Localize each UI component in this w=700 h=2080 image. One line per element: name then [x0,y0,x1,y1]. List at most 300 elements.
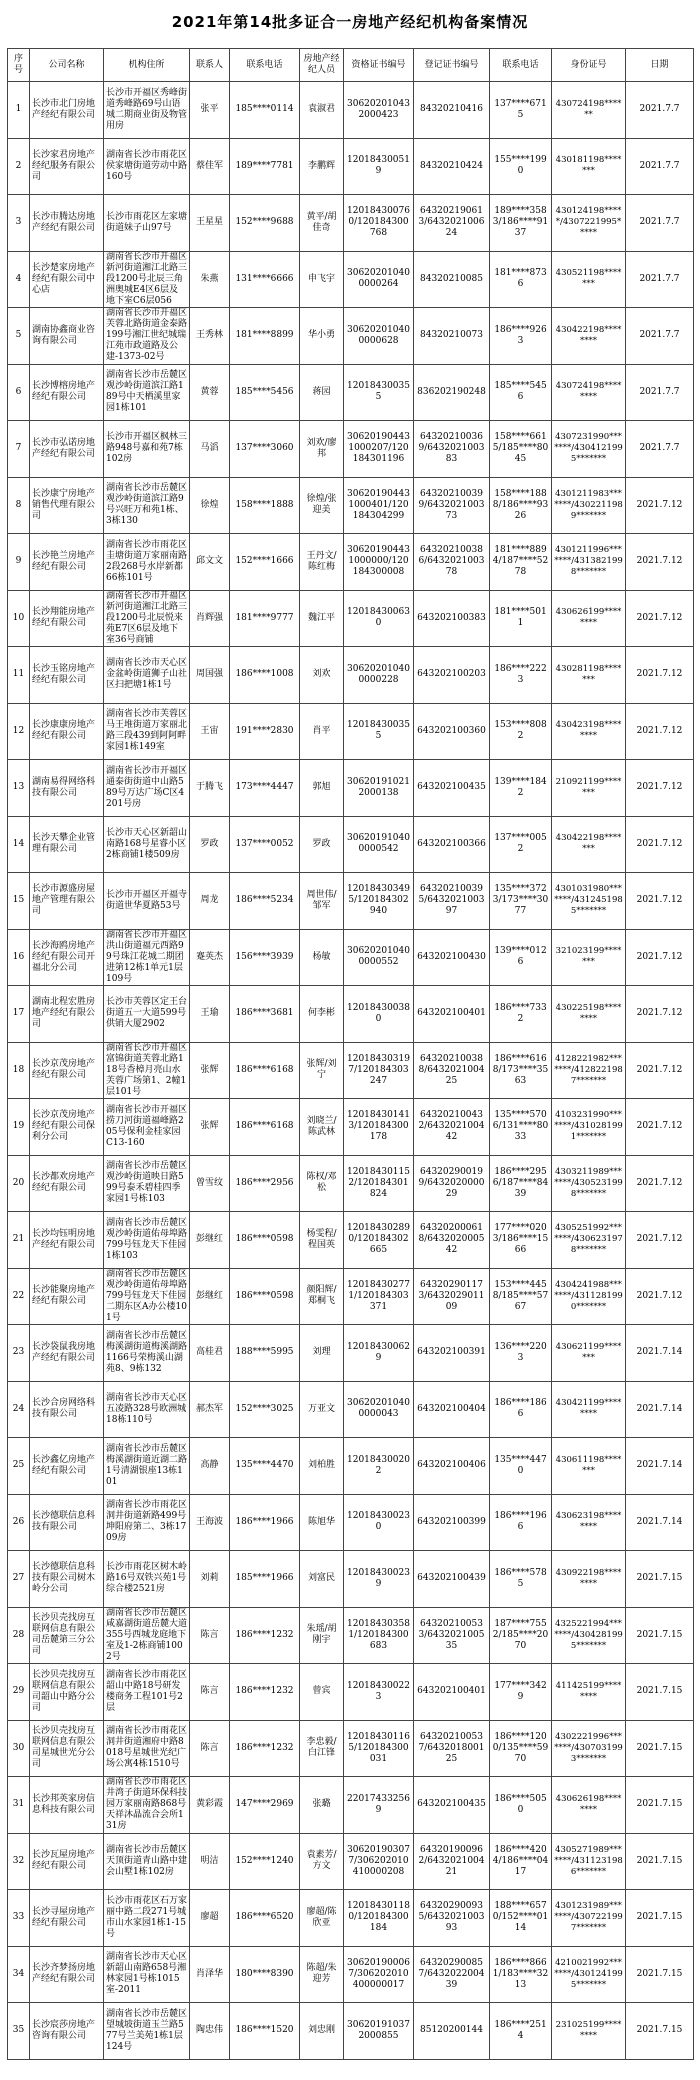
id-number-cell: 4301211996*******/4313821998******* [552,534,626,591]
company-name-cell: 长沙玉铭房地产经纪有限公司 [30,647,104,704]
id-number-cell: 4103231990*******/4310281991******* [552,1099,626,1156]
registration-cert-cell: 643202900935/643202100393 [414,1890,490,1947]
table-row [8,1833,694,1890]
agent-name-cell: 李鹏辉 [300,138,344,195]
agent-name-cell: 张璐 [300,1777,344,1834]
agent-name-cell: 袁淑君 [300,82,344,139]
date-cell: 2021.7.12 [626,477,694,534]
agent-phone-cell: 185****5456 [490,364,552,421]
row-number-cell: 29 [8,1664,30,1721]
table-row [8,816,694,873]
date-cell: 2021.7.15 [626,1833,694,1890]
qualification-cert-cell: 220174332569 [344,1777,414,1834]
date-cell: 2021.7.12 [626,1268,694,1325]
table-row [8,82,694,139]
company-name-cell: 长沙翔能房地产经纪有限公司 [30,590,104,647]
contact-phone-cell: 186****1232 [230,1720,300,1777]
id-number-cell: 4301211983*******/4302211989******* [552,477,626,534]
row-number-cell: 31 [8,1777,30,1834]
address-cell: 湖南省长沙市开福区通泰街街道中山路589号万达广场C区4201号房 [104,760,190,817]
contact-person-cell: 王秀林 [190,308,230,365]
agent-phone-cell: 186****5050 [490,1777,552,1834]
contact-person-cell: 王瑜 [190,986,230,1043]
registration-cert-cell: 643202100406 [414,1438,490,1495]
contact-phone-cell: 131****6666 [230,251,300,308]
agent-phone-cell: 135****4470 [490,1438,552,1495]
id-number-cell: 4305271989*******/4311231986******* [552,1833,626,1890]
agent-phone-cell: 186****1200/135****5970 [490,1720,552,1777]
registration-cert-cell: 643202901173/643202901109 [414,1268,490,1325]
registration-cert-cell: 643202100401 [414,1664,490,1721]
qualification-cert-cell: 120184300355 [344,703,414,760]
registration-table [7,48,694,2060]
date-cell: 2021.7.7 [626,364,694,421]
id-number-cell: 4307231990*******/4304121995******* [552,421,626,478]
company-name-cell: 长沙博榕房地产经纪有限公司 [30,364,104,421]
registration-cert-cell: 643202100360 [414,703,490,760]
registration-cert-cell: 643202100432/643202100442 [414,1099,490,1156]
contact-person-cell: 徐煌 [190,477,230,534]
agent-name-cell: 杨雯程/程国英 [300,1212,344,1269]
contact-phone-cell: 173****4447 [230,760,300,817]
address-cell: 湖南省长沙市开福区捞刀河街道福峰路205号保利金桂家园C13-160 [104,1099,190,1156]
agent-name-cell: 刘欢/廖邦 [300,421,344,478]
agent-phone-cell: 186****9263 [490,308,552,365]
table-row [8,647,694,704]
registration-cert-cell: 643202900199/643202000029 [414,1155,490,1212]
address-cell: 湖南省长沙市岳麓区观沙岭街道滨江路189号中天栖溪里家园1栋101 [104,364,190,421]
qualification-cert-cell: 120184303581/120184300683 [344,1607,414,1664]
table-row [8,1664,694,1721]
agent-phone-cell: 186****6168/173****3563 [490,1042,552,1099]
row-number-cell: 33 [8,1890,30,1947]
agent-name-cell: 陈超/朱迎芳 [300,1946,344,2003]
contact-person-cell: 罗政 [190,816,230,873]
address-cell: 湖南省长沙市岳麓区梅溪湖街道梅溪湖路1166号荣梅溪山湖苑8、9栋132 [104,1325,190,1382]
agent-phone-cell: 186****2514 [490,2003,552,2060]
contact-phone-cell: 185****0114 [230,82,300,139]
table-row [8,1099,694,1156]
qualification-cert-cell: 306201900067/306202010400000017 [344,1946,414,2003]
company-name-cell: 长沙康宁房地产销售代理有限公司 [30,477,104,534]
contact-person-cell: 彭继红 [190,1268,230,1325]
agent-name-cell: 何李彬 [300,986,344,1043]
company-name-cell: 湖南北程宏胜房地产经纪有限公司 [30,986,104,1043]
qualification-cert-cell: 120184300629 [344,1325,414,1382]
registration-cert-cell: 643202100399 [414,1494,490,1551]
contact-phone-cell: 186****5234 [230,873,300,930]
table-row [8,760,694,817]
date-cell: 2021.7.15 [626,1946,694,2003]
company-name-cell: 长沙贝壳找房互联网信息有限公司韶山中路分公司 [30,1664,104,1721]
company-name-cell: 长沙袋鼠我房地产经纪有限公司 [30,1325,104,1382]
row-number-cell: 6 [8,364,30,421]
address-cell: 湖南省长沙市天心区新韶山南路658号湘林家园1号栋1015室-2011 [104,1946,190,2003]
agent-name-cell: 华小勇 [300,308,344,365]
id-number-cell: 430521198******* [552,251,626,308]
company-name-cell: 长沙市弘诺房地产经纪有限公司 [30,421,104,478]
contact-person-cell: 廖超 [190,1890,230,1947]
contact-person-cell: 马滔 [190,421,230,478]
date-cell: 2021.7.12 [626,1212,694,1269]
row-number-cell: 18 [8,1042,30,1099]
qualification-cert-cell: 120184303495/120184302940 [344,873,414,930]
contact-phone-cell: 188****5995 [230,1325,300,1382]
address-cell: 湖南省长沙市雨花区侯家塘街道劳动中路160号 [104,138,190,195]
date-cell: 2021.7.12 [626,760,694,817]
contact-person-cell: 王星星 [190,195,230,252]
agent-phone-cell: 158****1888/186****9326 [490,477,552,534]
table-row [8,1890,694,1947]
row-number-cell: 3 [8,195,30,252]
agent-phone-cell: 188****6570/152****0114 [490,1890,552,1947]
table-row [8,251,694,308]
company-name-cell: 湖南协鑫商业咨询有限公司 [30,308,104,365]
company-name-cell: 长沙鑫亿房地产经纪有限公司 [30,1438,104,1495]
company-name-cell: 长沙京茂房地产经纪有限公司 [30,1042,104,1099]
company-name-cell: 长沙市源盛房屋地产管理有限公司 [30,873,104,930]
table-row [8,421,694,478]
agent-name-cell: 张辉/刘宁 [300,1042,344,1099]
qualification-cert-cell: 120184300239 [344,1551,414,1608]
contact-person-cell: 高桂君 [190,1325,230,1382]
agent-name-cell: 杨敏 [300,929,344,986]
agent-phone-cell: 139****0126 [490,929,552,986]
company-name-cell: 长沙天攀企业管理有限公司 [30,816,104,873]
agent-phone-cell: 186****1966 [490,1494,552,1551]
contact-phone-cell: 152****9688 [230,195,300,252]
contact-person-cell: 蹇英杰 [190,929,230,986]
registration-cert-cell: 836202190248 [414,364,490,421]
agent-name-cell: 袁素芳/方文 [300,1833,344,1890]
address-cell: 湖南省长沙市开福区新河街道湘江北路三段1200号北辰三角洲奥城E4区6层及地下室C6层056 [104,251,190,308]
row-number-cell: 24 [8,1381,30,1438]
contact-person-cell: 曾雪纹 [190,1155,230,1212]
date-cell: 2021.7.12 [626,647,694,704]
contact-phone-cell: 186****1232 [230,1607,300,1664]
contact-person-cell: 于腾飞 [190,760,230,817]
id-number-cell: 430623198******** [552,1494,626,1551]
address-cell: 湖南省长沙市雨花区井湾子街道环保科技园万家丽南路868号天祥沐晶流合会所131房 [104,1777,190,1834]
registration-cert-cell: 643202100203 [414,647,490,704]
agent-name-cell: 陈权/邓松 [300,1155,344,1212]
agent-phone-cell: 186****2956/187****8439 [490,1155,552,1212]
agent-name-cell: 曾宾 [300,1664,344,1721]
agent-phone-cell: 181****8894/187****5278 [490,534,552,591]
company-name-cell: 长沙贝壳找房互联网信息有限公司星城世光分公司 [30,1720,104,1777]
qualification-cert-cell: 120184300380 [344,986,414,1043]
contact-phone-cell: 186****1520 [230,2003,300,2060]
agent-name-cell: 肖平 [300,703,344,760]
row-number-cell: 19 [8,1099,30,1156]
qualification-cert-cell: 120184301165/120184300031 [344,1720,414,1777]
table-row [8,1212,694,1269]
row-number-cell: 27 [8,1551,30,1608]
address-cell: 湖南省长沙市岳麓区观沙岭街道映日路599号泰禾碧桂四季家园1号栋103 [104,1155,190,1212]
address-cell: 湖南省长沙市雨花区圭塘街道万家丽南路2段268号水岸新都66栋101号 [104,534,190,591]
qualification-cert-cell: 306201910212000138 [344,760,414,817]
row-number-cell: 35 [8,2003,30,2060]
qualification-cert-cell: 120184301180/120184300184 [344,1890,414,1947]
contact-phone-cell: 152****1666 [230,534,300,591]
agent-phone-cell: 139****1842 [490,760,552,817]
id-number-cell: 430611198******* [552,1438,626,1495]
agent-name-cell: 刘晓兰/陈武林 [300,1099,344,1156]
address-cell: 长沙市天心区新韶山南路168号星睿小区2栋商铺1楼509房 [104,816,190,873]
id-number-cell: 411425199******** [552,1664,626,1721]
contact-phone-cell: 186****6520 [230,1890,300,1947]
date-cell: 2021.7.7 [626,308,694,365]
contact-phone-cell: 158****1888 [230,477,300,534]
address-cell: 湖南省长沙市雨花区洞井街道新路499号坤阳府第二、3栋1709房 [104,1494,190,1551]
header-cell: 公司名称 [30,49,104,82]
qualification-cert-cell: 120184302890/120184302665 [344,1212,414,1269]
table-row [8,308,694,365]
registration-cert-cell: 84320210424 [414,138,490,195]
company-name-cell: 长沙寻屋房地产经纪有限公司 [30,1890,104,1947]
id-number-cell: 4304241988*******/4311281990******* [552,1268,626,1325]
table-row [8,477,694,534]
row-number-cell: 13 [8,760,30,817]
header-cell: 登记证书编号 [414,49,490,82]
qualification-cert-cell: 120184300230 [344,1494,414,1551]
agent-name-cell: 万亚文 [300,1381,344,1438]
table-row [8,1438,694,1495]
agent-phone-cell: 177****3429 [490,1664,552,1721]
id-number-cell: 4301031980*******/4312451985******* [552,873,626,930]
table-row [8,1268,694,1325]
registration-cert-cell: 643202100533/643202100535 [414,1607,490,1664]
contact-person-cell: 陈言 [190,1664,230,1721]
qualification-cert-cell: 120184300519 [344,138,414,195]
row-number-cell: 12 [8,703,30,760]
company-name-cell: 长沙市腾达房地产经纪有限公司 [30,195,104,252]
table-row [8,1777,694,1834]
registration-cert-cell: 643202100404 [414,1381,490,1438]
agent-phone-cell: 135****5706/131****8033 [490,1099,552,1156]
date-cell: 2021.7.7 [626,421,694,478]
address-cell: 长沙市雨花区左家塘街道妹子山97号 [104,195,190,252]
id-number-cell: 430922198******** [552,1551,626,1608]
registration-cert-cell: 643202100386/643202100378 [414,534,490,591]
agent-name-cell: 郭旭 [300,760,344,817]
id-number-cell: 4128221982*******/4128221987******* [552,1042,626,1099]
table-row [8,1551,694,1608]
agent-phone-cell: 186****5785 [490,1551,552,1608]
table-row [8,873,694,930]
contact-phone-cell: 137****3060 [230,421,300,478]
registration-cert-cell: 643202100369/643202100383 [414,421,490,478]
contact-phone-cell: 156****3939 [230,929,300,986]
contact-person-cell: 周龙 [190,873,230,930]
row-number-cell: 1 [8,82,30,139]
qualification-cert-cell: 306201910372000855 [344,2003,414,2060]
contact-phone-cell: 181****8899 [230,308,300,365]
row-number-cell: 22 [8,1268,30,1325]
date-cell: 2021.7.12 [626,534,694,591]
registration-cert-cell: 643202100366 [414,816,490,873]
qualification-cert-cell: 306202010400000264 [344,251,414,308]
contact-person-cell: 黄蓉 [190,364,230,421]
address-cell: 湖南省长沙市开福区洪山街道福元西路99号珠江花城二期团进第12栋1单元1层109号 [104,929,190,986]
company-name-cell: 长沙合房网络科技有限公司 [30,1381,104,1438]
row-number-cell: 30 [8,1720,30,1777]
id-number-cell: 4210021992*******/4301241995******* [552,1946,626,2003]
row-number-cell: 9 [8,534,30,591]
agent-name-cell: 李忠毅/白江锋 [300,1720,344,1777]
agent-phone-cell: 186****4204/186****0417 [490,1833,552,1890]
contact-phone-cell: 152****3025 [230,1381,300,1438]
registration-cert-cell: 84320210416 [414,82,490,139]
date-cell: 2021.7.7 [626,195,694,252]
row-number-cell: 20 [8,1155,30,1212]
company-name-cell: 长沙邦英家房信息科技有限公司 [30,1777,104,1834]
address-cell: 湖南省长沙市雨花区洞井街道湘府中路8018号星城世光纪广场公寓4栋1510号 [104,1720,190,1777]
id-number-cell: 4325221994*******/4304281995******* [552,1607,626,1664]
address-cell: 长沙市雨花区树木岭路16号双铁兴苑1号综合楼2521房 [104,1551,190,1608]
agent-phone-cell: 181****5011 [490,590,552,647]
contact-person-cell: 明洁 [190,1833,230,1890]
agent-phone-cell: 158****6615/185****8045 [490,421,552,478]
registration-cert-cell: 643202100430 [414,929,490,986]
contact-person-cell: 张辉 [190,1099,230,1156]
table-row [8,986,694,1043]
row-number-cell: 28 [8,1607,30,1664]
date-cell: 2021.7.15 [626,1664,694,1721]
address-cell: 湖南省长沙市岳麓区观沙岭街道滨江路9号兴旺万和苑1栋、3栋130 [104,477,190,534]
table-row [8,703,694,760]
row-number-cell: 4 [8,251,30,308]
registration-cert-cell: 643202100435 [414,1777,490,1834]
id-number-cell: 430422198******** [552,308,626,365]
company-name-cell: 长沙康康房地产经纪有限公司 [30,703,104,760]
table-row [8,929,694,986]
qualification-cert-cell: 120184301152/120184301824 [344,1155,414,1212]
header-cell: 联系人 [190,49,230,82]
registration-cert-cell: 643202900857/643202200439 [414,1946,490,2003]
agent-phone-cell: 136****2203 [490,1325,552,1382]
contact-phone-cell: 137****0052 [230,816,300,873]
contact-person-cell: 郝杰军 [190,1381,230,1438]
registration-cert-cell: 643202000618/643202000542 [414,1212,490,1269]
contact-phone-cell: 186****1008 [230,647,300,704]
date-cell: 2021.7.12 [626,1099,694,1156]
contact-person-cell: 蔡佳军 [190,138,230,195]
agent-name-cell: 徐煌/张迎美 [300,477,344,534]
agent-phone-cell: 177****0203/186****1566 [490,1212,552,1269]
contact-person-cell: 彭继红 [190,1212,230,1269]
id-number-cell: 430181198******* [552,138,626,195]
registration-cert-cell: 643202100439 [414,1551,490,1608]
qualification-cert-cell: 306202010400000043 [344,1381,414,1438]
contact-person-cell: 肖辉强 [190,590,230,647]
qualification-cert-cell: 120184301413/120184300178 [344,1099,414,1156]
qualification-cert-cell: 306202010432000423 [344,82,414,139]
qualification-cert-cell: 120184303197/120184303247 [344,1042,414,1099]
id-number-cell: 430281198******* [552,647,626,704]
company-name-cell: 长沙楚家房地产经纪有限公司中心店 [30,251,104,308]
contact-person-cell: 王宙 [190,703,230,760]
contact-phone-cell: 135****4470 [230,1438,300,1495]
agent-phone-cell: 153****8082 [490,703,552,760]
header-cell: 身份证号 [552,49,626,82]
row-number-cell: 16 [8,929,30,986]
contact-person-cell: 陈言 [190,1607,230,1664]
agent-phone-cell: 189****3583/186****9137 [490,195,552,252]
table-row [8,1607,694,1664]
agent-phone-cell: 181****8736 [490,251,552,308]
agent-name-cell: 申飞宇 [300,251,344,308]
agent-name-cell: 周世伟/邹军 [300,873,344,930]
agent-name-cell: 罗政 [300,816,344,873]
agent-name-cell: 刘理 [300,1325,344,1382]
table-body [8,82,694,2060]
company-name-cell: 长沙都欢房地产经纪有限公司 [30,1155,104,1212]
contact-phone-cell: 186****6168 [230,1042,300,1099]
registration-cert-cell: 84320210085 [414,251,490,308]
company-name-cell: 长沙贝壳找房互联网信息有限公司岳麓第三分公司 [30,1607,104,1664]
contact-phone-cell: 186****0598 [230,1268,300,1325]
table-row [8,590,694,647]
document-title: 2021年第14批多证合一房地产经纪机构备案情况 [171,13,529,31]
date-cell: 2021.7.12 [626,873,694,930]
agent-phone-cell: 186****1866 [490,1381,552,1438]
address-cell: 湖南省长沙市雨花区韶山中路18号研发楼商务工程101号2层 [104,1664,190,1721]
table-row [8,534,694,591]
table-row [8,1381,694,1438]
qualification-cert-cell: 306202010400000552 [344,929,414,986]
header-cell: 联系电话 [230,49,300,82]
registration-cert-cell: 643202100435 [414,760,490,817]
company-name-cell: 长沙瓦屋房地产经纪有限公司 [30,1833,104,1890]
row-number-cell: 5 [8,308,30,365]
address-cell: 长沙市开福区枫林三路948号嘉和苑7栋102房 [104,421,190,478]
registration-cert-cell: 643202100391 [414,1325,490,1382]
contact-phone-cell: 186****6168 [230,1099,300,1156]
contact-phone-cell: 185****5456 [230,364,300,421]
row-number-cell: 34 [8,1946,30,2003]
qualification-cert-cell: 120184300630 [344,590,414,647]
id-number-cell: 430626198******** [552,1777,626,1834]
table-row [8,1494,694,1551]
agent-phone-cell: 153****4458/185****5767 [490,1268,552,1325]
id-number-cell: 4302221996*******/4307031993******* [552,1720,626,1777]
registration-cert-cell: 643202100395/643202100397 [414,873,490,930]
contact-phone-cell: 191****2830 [230,703,300,760]
contact-person-cell: 张平 [190,82,230,139]
company-name-cell: 长沙能聚房地产经纪有限公司 [30,1268,104,1325]
contact-phone-cell: 152****1240 [230,1833,300,1890]
id-number-cell: 4305251992*******/4306231978******* [552,1212,626,1269]
address-cell: 长沙市开福区秀峰街道秀峰路69号山语城二期商业街及物管用房 [104,82,190,139]
date-cell: 2021.7.12 [626,1155,694,1212]
id-number-cell: 430621199******* [552,1325,626,1382]
date-cell: 2021.7.15 [626,2003,694,2060]
contact-person-cell: 高静 [190,1438,230,1495]
agent-name-cell: 刘柏胜 [300,1438,344,1495]
address-cell: 湖南省长沙市开福区新河街道湘江北路三段1200号北辰悦来苑E7区6层及地下室36号商铺 [104,590,190,647]
table-row [8,364,694,421]
table-header-row [8,49,694,82]
registration-cert-cell: 643202100388/643202100425 [414,1042,490,1099]
registration-cert-cell: 643202100537/643201800125 [414,1720,490,1777]
company-name-cell: 长沙均钰明房地产经纪有限公司 [30,1212,104,1269]
date-cell: 2021.7.12 [626,703,694,760]
table-row [8,1325,694,1382]
registration-cert-cell: 85120200144 [414,2003,490,2060]
contact-person-cell: 肖泽华 [190,1946,230,2003]
address-cell: 湖南省长沙市岳麓区咸嘉湖街道岳麓大道355号西城龙庭地下室及1-2栋商铺1002号 [104,1607,190,1664]
